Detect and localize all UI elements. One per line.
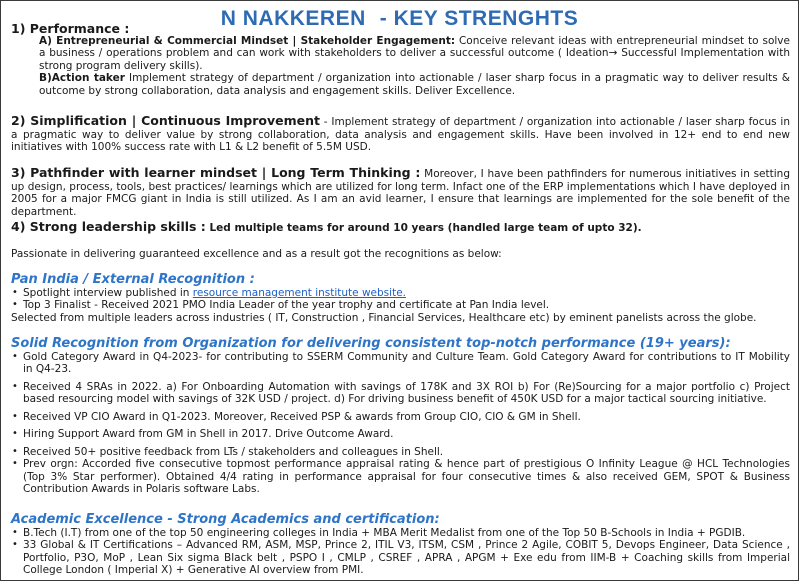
list-item: • Gold Category Award in Q4-2023- for contributing to SSERM Community and Culture Team. Gold Category Award for contributions to IT Mobility in Q4-23. [11, 351, 790, 376]
list-item [11, 287, 790, 300]
section-performance [11, 23, 790, 97]
list-item: • Received VP CIO Award in Q1-2023. Moreover, Received PSP & awards from Group CIO, CIO & GM in Shell. [11, 411, 790, 424]
list-item: • Received 4 SRAs in 2022. a) For Onboarding Automation with savings of 178K and 3X ROI b) For (Re)Sourcing for a major portfolio c) Project based resourcing model with savings of 32K USD / project. d) For driving business benefit of 450K USD for a major tactical sourcing initiative. [11, 381, 790, 406]
pathfinder-text: Moreover, I have been pathfinders for numerous initiatives in setting up design, process, tools, best practices/ learnings which are utilized for long term. Infact one of the ERP implementations which I have deployed in 2005 for a major FMCG giant in India is still utilized. As I am an avid learner, I ensure that learnings are implemented for the sole benefit of the department. [11, 168, 790, 218]
performance-b-label: B)Action taker [39, 72, 125, 84]
performance-a [11, 35, 790, 73]
section-solid-recognition [11, 338, 790, 496]
list-item: • Hiring Support Award from GM in Shell in 2017. Drive Outcome Award. [11, 428, 790, 441]
passion-line: Passionate in delivering guaranteed excellence and as a result got the recognitions as below: [11, 248, 502, 260]
performance-b [11, 72, 790, 97]
solid-list [11, 351, 790, 496]
list-item: • Top 3 Finalist - Received 2021 PMO India Leader of the year trophy and certificate at Pan India level. [11, 299, 790, 312]
list-item: • 33 Global & IT Certifications – Advanced RM, ASM, MSP, Prince 2, ITIL V3, ITSM, CSM , Prince 2 Agile, COBIT 5, Devops Engineer, Data Science , Portfolio, P3O, MoP , Lean Six sigma Black belt , PSPO I , CMLP , CSREF , APRA , APGM + Exe edu from IIM-B + Coaching skills from Imperial College London ( Imperial X) + Generative AI overview from PMI. [11, 539, 790, 577]
section-simplification [11, 115, 790, 154]
list-item: • Prev orgn: Accorded five consecutive topmost performance appraisal rating & hence part of prestigious O Infinity League @ HCL Technologies (Top 3% Star performer). Obtained 4/4 rating in performance appraisal for four consecutive times & also received GEM, SPOT & Business Contribution Awards in Polaris software Labs. [11, 458, 790, 496]
pan-india-item1-text: Spotlight interview published in [23, 286, 193, 299]
pan-india-heading: Pan India / External Recognition : [11, 272, 255, 287]
section-pan-india [11, 274, 790, 324]
title-suffix: - KEY STRENGHTS [379, 7, 579, 30]
list-item: • Received 50+ positive feedback from LTs / stakeholders and colleagues in Shell. [11, 446, 790, 459]
section-academic [11, 514, 790, 577]
rmi-website-link[interactable]: resource management institute website. [192, 286, 406, 299]
performance-b-text: Implement strategy of department / organization into actionable / laser sharp focus in a pragmatic way to deliver results & outcome by strong collaboration, data analysis and engagement skills. Deliver Excellence. [39, 72, 790, 97]
section-pathfinder [11, 167, 790, 218]
performance-heading: 1) Performance : [11, 21, 130, 36]
academic-list [11, 527, 790, 577]
performance-a-text: Conceive relevant ideas with entrepreneurial mindset to solve a business / operations problem and can work with stakeholders to deliver a successful outcome ( Ideation→ Successful Implementation with strong program delivery skills). [39, 34, 790, 72]
pathfinder-heading: 3) Pathfinder with learner mindset | Long Term Thinking : [11, 165, 421, 180]
title-name: N NAKKEREN [220, 7, 366, 30]
leadership-text: Led multiple teams for around 10 years (handled large team of upto 32). [205, 222, 642, 234]
simplification-heading: 2) Simplification | Continuous Improvement [11, 113, 320, 128]
list-item: • B.Tech (I.T) from one of the top 50 engineering colleges in India + MBA Merit Medalist from one of the Top 50 B-Schools in India + PGDIB. [11, 527, 790, 540]
simplification-text: - Implement strategy of department / organization into actionable / laser sharp focus in a pragmatic way to deliver value by strong collaboration, data analysis and engagement skills. Have been involved in 12+ end to end new initiatives with 100% success rate with L1 & L2 benefit of 5.5M USD. [11, 116, 791, 153]
academic-heading: Academic Excellence - Strong Academics and certification: [11, 512, 440, 527]
leadership-heading: 4) Strong leadership skills : [11, 219, 206, 234]
performance-a-label: A) Entrepreneurial & Commercial Mindset | Stakeholder Engagement: [39, 34, 456, 47]
pan-india-list [11, 287, 790, 312]
section-leadership [11, 221, 790, 235]
solid-heading: Solid Recognition from Organization for delivering consistent top-notch performance (19+ years): [11, 336, 731, 351]
pan-india-note: Selected from multiple leaders across industries ( IT, Construction , Financial Services, Healthcare etc) by eminent panelists across the globe. [11, 311, 757, 324]
